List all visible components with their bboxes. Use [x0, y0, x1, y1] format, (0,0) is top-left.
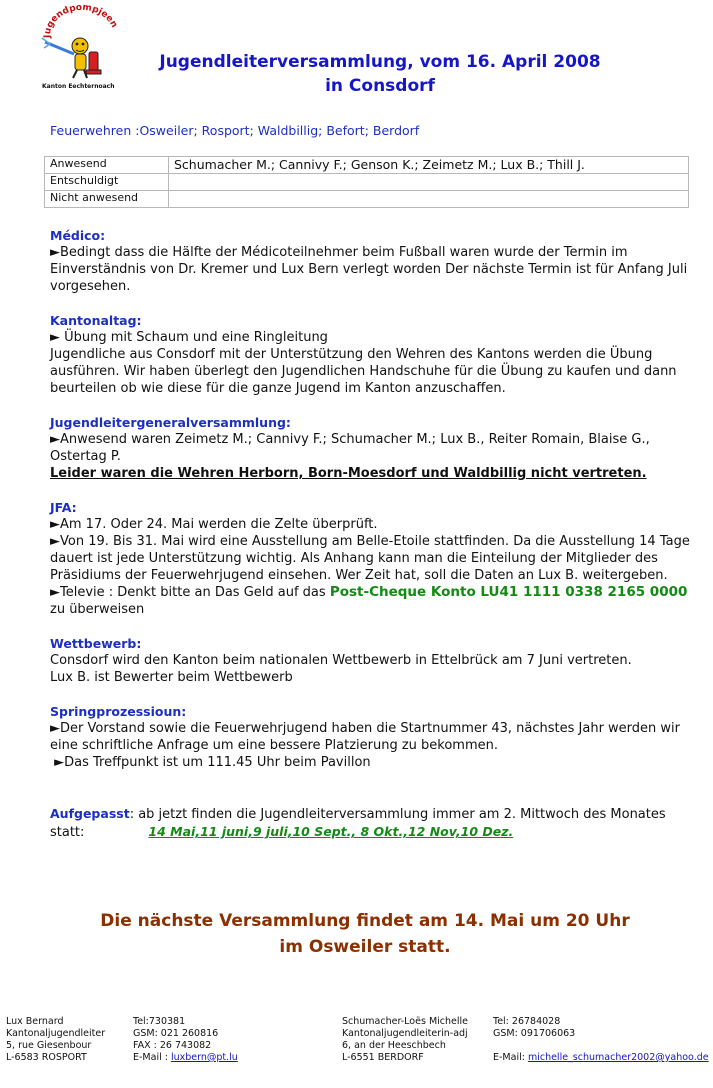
- document-title: [120, 50, 640, 98]
- section-heading: JFA:: [50, 500, 77, 515]
- footer-line: GSM: 091706063: [493, 1028, 576, 1039]
- section-text: ►Bedingt dass die Hälfte der Médicoteilnehmer beim Fußball waren wurde der Termin im Einverständnis von Dr. Kremer und Lux Bern verlegt worden Der nächste Termin ist für Anfang Juli vorgesehen.: [50, 245, 688, 294]
- section-medico: [50, 227, 690, 295]
- logo-text-bottom: Kanton Eechternoach: [42, 83, 115, 90]
- bank-account: Post-Cheque Konto LU41 1111 0338 2165 0000: [329, 584, 688, 600]
- section-heading: Kantonaltag:: [50, 313, 142, 328]
- section-text: [50, 584, 690, 601]
- section-text: Lux B. ist Bewerter beim Wettbewerb: [50, 670, 293, 685]
- footer-contact-1-address: [6, 1016, 105, 1064]
- footer-line: Kantonaljugendleiter: [6, 1028, 106, 1039]
- footer-contact-2-phone: [493, 1016, 709, 1064]
- section-text: ► Übung mit Schaum und eine Ringleitung: [50, 330, 328, 345]
- section-jfa: [50, 499, 690, 618]
- attendance-label: Nicht anwesend: [45, 191, 169, 208]
- attendance-label: Entschuldigt: [45, 174, 169, 191]
- footer-line: Lux Bernard: [6, 1016, 64, 1027]
- section-text: ►Der Vorstand sowie die Feuerwehrjugend haben die Startnummer 43, nächstes Jahr werden wir eine schriftliche Anfrage um eine bessere Platzierung zu bekommen.: [50, 721, 681, 753]
- email-label: E-Mail:: [493, 1052, 528, 1063]
- minutes-body: [50, 227, 690, 858]
- feuerwehren-line: [50, 123, 419, 138]
- attendance-table: [44, 156, 689, 208]
- footer-line: Tel: 26784028: [493, 1016, 561, 1027]
- logo-text-top: Jugendpompjeen: [42, 4, 119, 39]
- footer-line: 6, an der Heeschbech: [342, 1040, 446, 1051]
- next-meeting-line-1: Die nächste Versammlung findet am 14. Mai um 20 Uhr: [100, 911, 630, 931]
- section-text: ►Am 17. Oder 24. Mai werden die Zelte überprüft.: [50, 517, 378, 532]
- footer-line: 5, rue Giesenbour: [6, 1040, 92, 1051]
- table-row: [45, 174, 689, 191]
- section-heading: Springprozessioun:: [50, 704, 187, 719]
- table-row: [45, 157, 689, 174]
- table-row: [45, 191, 689, 208]
- section-heading: Médico:: [50, 228, 106, 243]
- section-heading: Jugendleitergeneralversammlung:: [50, 415, 291, 430]
- email-label: E-Mail :: [133, 1052, 171, 1063]
- section-text: : ab jetzt finden die Jugendleiterversammlung immer am 2. Mittwoch des Monates statt:: [50, 807, 666, 840]
- footer-line: [133, 1052, 238, 1064]
- feuerwehren-label: Feuerwehren :: [50, 123, 140, 138]
- footer-line: FAX : 26 743082: [133, 1040, 212, 1051]
- footer-line: Tel:730381: [133, 1016, 186, 1027]
- section-aufgepasst: [50, 805, 690, 841]
- footer-spacer: [493, 1040, 709, 1052]
- svg-text:Jugendpompjeen: [43, 4, 119, 39]
- section-text: ►Von 19. Bis 31. Mai wird eine Ausstellung am Belle-Etoile stattfinden. Da die Ausstellung 14 Tage dauert ist jede Unterstützung wichtig. Als Anhang kann man die Einteilung der Mitglieder des Präsidiums der Feuerwehrjugend einsehen. Wer Zeit hat, soll die Daten an Lux B. weitergeben.: [50, 534, 690, 583]
- footer-line: Schumacher-Loës Michelle: [342, 1016, 468, 1027]
- meeting-dates: 14 Mai,11 juni,9 juli,10 Sept., 8 Okt.,12 Nov,10 Dez.: [148, 824, 514, 839]
- section-text: zu überweisen: [50, 602, 145, 617]
- attendance-value: [169, 191, 689, 208]
- section-heading: Aufgepasst: [50, 806, 130, 821]
- section-text: Jugendliche aus Consdorf mit der Unterstützung den Wehren des Kantons werden die Übung ausführen. Wir haben überlegt den Jugendlichen Handschuhe für die Übung zu kaufen und dann beurteilen ob wie diese für die ganze Jugend im Kanton anzuschaffen.: [50, 347, 677, 396]
- section-note-underlined: Leider waren die Wehren Herborn, Born-Moesdorf und Waldbillig nicht vertreten.: [50, 466, 647, 481]
- attendance-value: Schumacher M.; Cannivy F.; Genson K.; Zeimetz M.; Lux B.; Thill J.: [169, 157, 689, 174]
- attendance-label: Anwesend: [45, 157, 169, 174]
- section-text: Consdorf wird den Kanton beim nationalen Wettbewerb in Ettelbrück am 7 Juni vertreten.: [50, 653, 632, 668]
- next-meeting-announcement: [60, 908, 670, 960]
- footer-line: L-6551 BERDORF: [342, 1052, 424, 1063]
- section-generalversammlung: [50, 414, 690, 482]
- televie-text: ►Televie : Denkt bitte an Das Geld auf das: [50, 585, 330, 600]
- section-text: ►Anwesend waren Zeimetz M.; Cannivy F.; Schumacher M.; Lux B., Reiter Romain, Blaise G., Ostertag P.: [50, 432, 650, 464]
- footer-line: GSM: 021 260816: [133, 1028, 219, 1039]
- title-line-1: Jugendleiterversammlung, vom 16. April 2008: [159, 52, 601, 72]
- title-line-2: in Consdorf: [325, 76, 435, 96]
- footer-line: [493, 1052, 709, 1064]
- footer-contact-2-address: [342, 1016, 468, 1064]
- logo-jugendpompjeen: [40, 4, 124, 90]
- footer-line: Kantonaljugendleiterin-adj: [342, 1028, 468, 1039]
- footer-line: L-6583 ROSPORT: [6, 1052, 87, 1063]
- section-heading: Wettbewerb:: [50, 636, 142, 651]
- section-wettbewerb: [50, 635, 690, 686]
- section-text: ►Das Treffpunkt ist um 111.45 Uhr beim Pavillon: [50, 755, 371, 770]
- email-link-schumacher[interactable]: michelle_schumacher2002@yahoo.de: [527, 1052, 709, 1063]
- footer-contact-1-phone: [133, 1016, 238, 1064]
- section-springprozessioun: [50, 703, 690, 771]
- attendance-value: [169, 174, 689, 191]
- section-kantonaltag: [50, 312, 690, 397]
- feuerwehren-value: Osweiler; Rosport; Waldbillig; Befort; Berdorf: [139, 123, 420, 138]
- next-meeting-line-2: im Osweiler statt.: [279, 937, 451, 957]
- email-link-lux[interactable]: luxbern@pt.lu: [170, 1052, 238, 1063]
